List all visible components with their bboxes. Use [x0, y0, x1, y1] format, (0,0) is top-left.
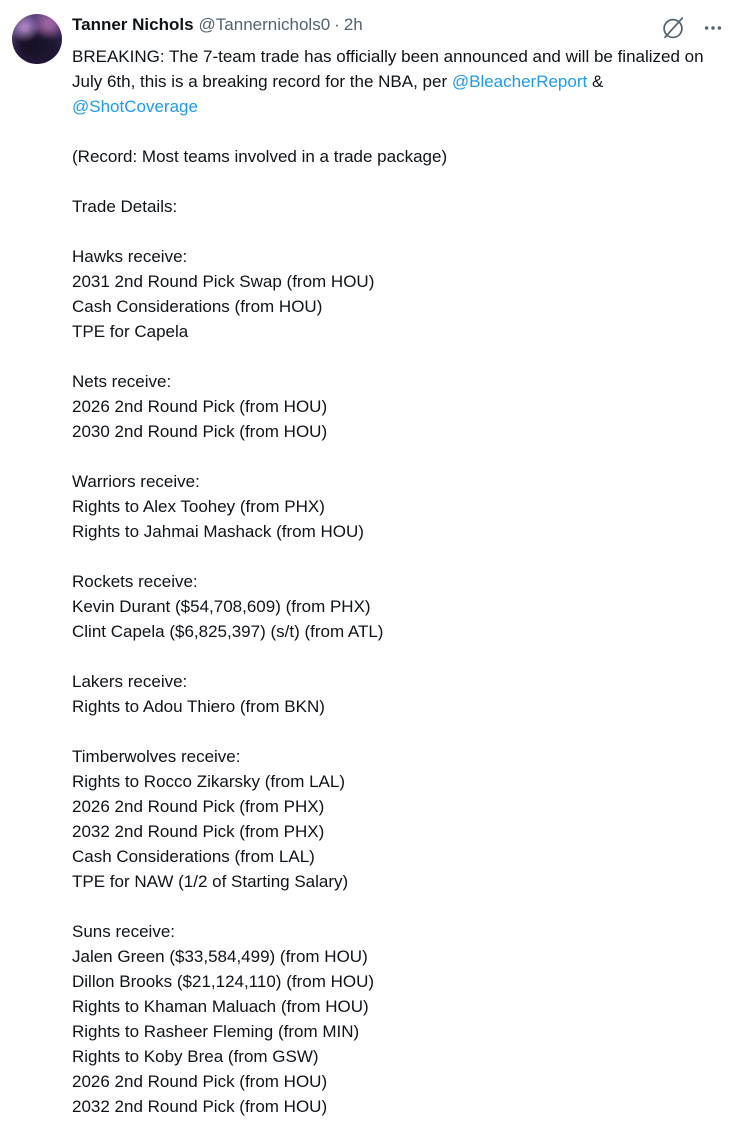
header-separator: · — [334, 15, 340, 34]
tweet-body — [72, 44, 712, 1119]
trade-item: 2032 2nd Round Pick (from HOU) — [72, 1097, 328, 1116]
trade-details-heading: Trade Details: — [72, 197, 178, 216]
mention-shotcoverage[interactable]: @ShotCoverage — [72, 97, 198, 116]
intro-text: BREAKING: The 7-team trade has officially been announced and will be finalized on July 6th, this is a breaking record for the NBA, per — [72, 47, 704, 91]
trade-section — [72, 244, 712, 344]
trade-item: Clint Capela ($6,825,397) (s/t) (from ATL) — [72, 622, 384, 641]
record-note: (Record: Most teams involved in a trade package) — [72, 147, 448, 166]
trade-item: Jalen Green ($33,584,499) (from HOU) — [72, 947, 368, 966]
trade-item: 2026 2nd Round Pick (from HOU) — [72, 397, 328, 416]
trade-sections — [72, 244, 712, 1119]
trade-item: 2032 2nd Round Pick (from PHX) — [72, 822, 325, 841]
trade-item: 2031 2nd Round Pick Swap (from HOU) — [72, 272, 375, 291]
trade-item: TPE for NAW (1/2 of Starting Salary) — [72, 872, 349, 891]
team-receives-header: Warriors receive: — [72, 472, 200, 491]
mention-bleacherreport[interactable]: @BleacherReport — [451, 72, 588, 91]
tweet-intro-paragraph — [72, 44, 712, 119]
team-receives-header: Rockets receive: — [72, 572, 198, 591]
avatar[interactable] — [12, 14, 62, 64]
tweet-content — [72, 14, 724, 1119]
author-handle[interactable]: @Tannernichols0 — [198, 15, 331, 34]
team-receives-header: Suns receive: — [72, 922, 175, 941]
trade-item: 2030 2nd Round Pick (from HOU) — [72, 422, 328, 441]
grok-button[interactable] — [660, 15, 686, 41]
trade-item: Cash Considerations (from LAL) — [72, 847, 315, 866]
header-actions — [660, 14, 724, 41]
trade-item: TPE for Capela — [72, 322, 189, 341]
trade-section — [72, 569, 712, 644]
trade-section — [72, 669, 712, 719]
trade-item: Rights to Jahmai Mashack (from HOU) — [72, 522, 364, 541]
trade-item: Rights to Rocco Zikarsky (from LAL) — [72, 772, 346, 791]
trade-section — [72, 744, 712, 894]
trade-item: Rights to Rasheer Fleming (from MIN) — [72, 1022, 360, 1041]
trade-item: Rights to Khaman Maluach (from HOU) — [72, 997, 369, 1016]
trade-section — [72, 919, 712, 1119]
trade-item: Rights to Alex Toohey (from PHX) — [72, 497, 325, 516]
more-options-button[interactable] — [702, 17, 724, 39]
timestamp[interactable]: 2h — [343, 15, 363, 34]
author-name[interactable]: Tanner Nichols — [72, 15, 194, 34]
trade-section — [72, 469, 712, 544]
trade-item: Dillon Brooks ($21,124,110) (from HOU) — [72, 972, 375, 991]
tweet-header — [72, 14, 724, 41]
team-receives-header: Lakers receive: — [72, 672, 188, 691]
intro-ampersand: & — [587, 72, 604, 91]
team-receives-header: Nets receive: — [72, 372, 172, 391]
trade-item: Kevin Durant ($54,708,609) (from PHX) — [72, 597, 371, 616]
trade-item: Rights to Koby Brea (from GSW) — [72, 1047, 319, 1066]
avatar-column — [12, 14, 62, 1119]
team-receives-header: Timberwolves receive: — [72, 747, 241, 766]
grok-slash-circle-icon — [660, 15, 686, 41]
trade-item: Cash Considerations (from HOU) — [72, 297, 323, 316]
trade-item: 2026 2nd Round Pick (from PHX) — [72, 797, 325, 816]
trade-item: Rights to Adou Thiero (from BKN) — [72, 697, 325, 716]
trade-section — [72, 369, 712, 444]
team-receives-header: Hawks receive: — [72, 247, 188, 266]
three-dots-icon — [702, 17, 724, 39]
trade-item: 2026 2nd Round Pick (from HOU) — [72, 1072, 328, 1091]
